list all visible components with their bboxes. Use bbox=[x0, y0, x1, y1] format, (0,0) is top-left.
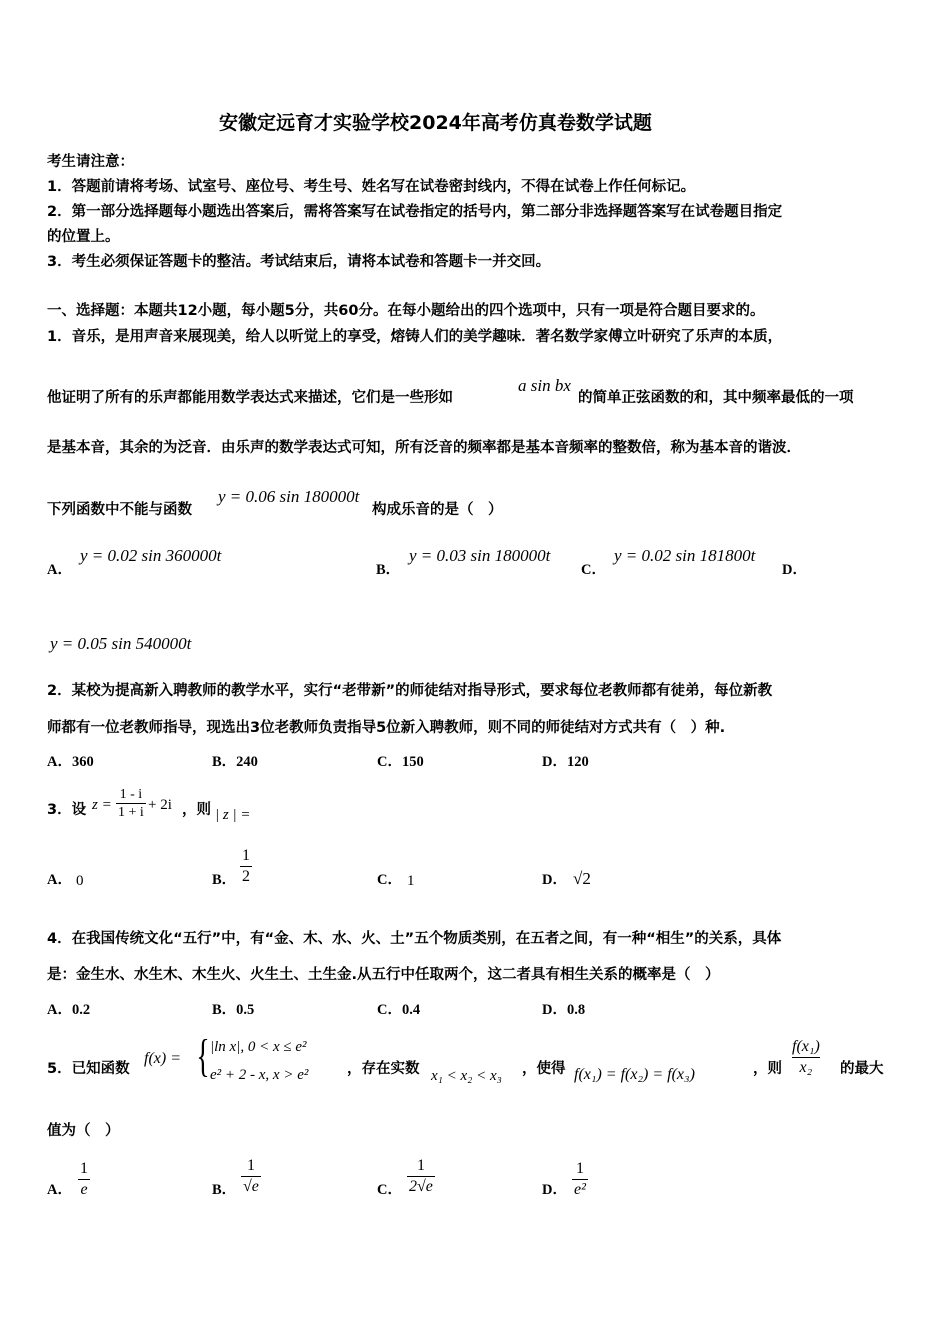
frac-den: 2√e bbox=[409, 1177, 433, 1195]
q3-z-eq: z = bbox=[92, 797, 112, 813]
frac-num: 1 bbox=[242, 847, 250, 864]
q2-line2: 师都有一位老教师指导，现选出3位老教师负责指导5位新入聘教师，则不同的师徒结对方式共有（ ）种. bbox=[47, 720, 726, 736]
q1-option-b-label[interactable]: B． bbox=[376, 562, 401, 578]
notice-item: 3．考生必须保证答题卡的整洁。考试结束后，请将本试卷和答题卡一并交回。 bbox=[47, 254, 551, 270]
q5-case2: e² + 2 - x, x > e² bbox=[210, 1067, 309, 1083]
q1-line2-b: 的简单正弦函数的和，其中频率最低的一项 bbox=[578, 390, 854, 406]
q5-case1: |ln x|, 0 < x ≤ e² bbox=[210, 1039, 307, 1055]
q3-option-c-value: 1 bbox=[407, 873, 415, 889]
q4-line2: 是：金生水、水生木、木生火、火生土、土生金.从五行中任取两个，这二者具有相生关系的概率是（ ） bbox=[47, 967, 720, 983]
q3-option-c-label[interactable]: C． bbox=[377, 872, 402, 888]
q5-option-c-label[interactable]: C． bbox=[377, 1182, 402, 1198]
section-heading: 一、选择题：本题共12小题，每小题5分，共60分。在每小题给出的四个选项中，只有一项是符合题目要求的。 bbox=[47, 303, 765, 319]
q1-form-expr: a sin bx bbox=[518, 376, 571, 395]
q1-option-c-label[interactable]: C． bbox=[581, 562, 606, 578]
q3-option-a-value: 0 bbox=[76, 873, 84, 889]
q4-option-a[interactable] bbox=[47, 1003, 90, 1018]
q5-option-a-label[interactable]: A． bbox=[47, 1182, 72, 1198]
frac-den: 2 bbox=[242, 867, 250, 885]
q3-frac-num: 1 - i bbox=[119, 787, 143, 802]
frac-num: 1 bbox=[246, 1157, 255, 1174]
q4-option-b[interactable] bbox=[212, 1003, 254, 1018]
q4-option-d[interactable] bbox=[542, 1003, 585, 1018]
q1-line1: 1．音乐，是用声音来展现美，给人以听觉上的享受，熔铸人们的美学趣味．著名数学家傅立叶研究了乐声的本质， bbox=[47, 329, 783, 345]
option-label: D． bbox=[542, 754, 567, 770]
q3-abs: | z | = bbox=[215, 807, 251, 823]
q1-option-c-expr: y = 0.02 sin 181800t bbox=[614, 546, 756, 565]
option-value: 0.8 bbox=[566, 1002, 586, 1018]
q4-line1: 4．在我国传统文化“五行”中，有“金、木、水、火、土”五个物质类别，在五者之间，有一种“相生”的关系，具体 bbox=[47, 931, 782, 947]
option-value: 0.4 bbox=[401, 1002, 421, 1018]
q1-option-a-expr: y = 0.02 sin 360000t bbox=[80, 546, 222, 565]
option-label: A． bbox=[47, 1002, 72, 1018]
frac-den: e² bbox=[574, 1180, 586, 1198]
option-label: C． bbox=[377, 754, 402, 770]
q3-fraction bbox=[116, 787, 146, 821]
q4-option-c[interactable] bbox=[377, 1003, 420, 1018]
q3-then: ，则 bbox=[182, 802, 211, 818]
q2-option-c[interactable] bbox=[377, 755, 424, 770]
option-label: C． bbox=[377, 1002, 402, 1018]
q3-option-a-label[interactable]: A． bbox=[47, 872, 72, 888]
option-label: D． bbox=[542, 1002, 567, 1018]
q5-inequality: x₁ < x₂ < x₃ bbox=[431, 1068, 502, 1084]
q5-option-c-frac bbox=[407, 1157, 435, 1195]
q5-option-d-label[interactable]: D． bbox=[542, 1182, 567, 1198]
q2-option-d[interactable] bbox=[542, 755, 589, 770]
q1-line2-a: 他证明了所有的乐声都能用数学表达式来描述，它们是一些形如 bbox=[47, 390, 453, 406]
frac-den: e bbox=[80, 1180, 88, 1198]
notice-item: 2．第一部分选择题每小题选出答案后，需将答案写在试卷指定的括号内，第二部分非选择题答案写在试卷题目指定 bbox=[47, 204, 783, 220]
q5-exists: ，存在实数 bbox=[347, 1061, 420, 1077]
frac-num: 1 bbox=[80, 1160, 88, 1177]
q1-option-d-label[interactable]: D． bbox=[782, 562, 807, 578]
q3-frac-den: 1 + i bbox=[118, 805, 144, 821]
option-value: 0.2 bbox=[71, 1002, 91, 1018]
notice-item: 1．答题前请将考场、试室号、座位号、考生号、姓名写在试卷密封线内，不得在试卷上作任何标记。 bbox=[47, 179, 696, 195]
q1-option-d-expr: y = 0.05 sin 540000t bbox=[50, 634, 192, 653]
q3-prefix: 3．设 bbox=[47, 802, 87, 818]
q5-option-b-label[interactable]: B． bbox=[212, 1182, 237, 1198]
q3-plus: + 2i bbox=[148, 797, 172, 813]
q1-line4-a: 下列函数中不能与函数 bbox=[47, 502, 192, 518]
q5-then: ，则 bbox=[753, 1061, 782, 1077]
frac-num: 1 bbox=[575, 1160, 584, 1177]
option-value: 120 bbox=[566, 754, 589, 770]
q5-max: 的最大 bbox=[840, 1061, 884, 1077]
q5-ratio bbox=[790, 1038, 822, 1076]
option-label: B． bbox=[212, 754, 237, 770]
page-title: 安徽定远育才实验学校2024年高考仿真卷数学试题 bbox=[219, 112, 652, 134]
q5-prefix: 5．已知函数 bbox=[47, 1061, 130, 1077]
q1-option-a-label[interactable]: A． bbox=[47, 562, 72, 578]
option-label: B． bbox=[212, 1002, 237, 1018]
q5-option-a-frac bbox=[78, 1160, 90, 1198]
q2-option-a[interactable] bbox=[47, 755, 94, 770]
q1-base-expr: y = 0.06 sin 180000t bbox=[218, 487, 360, 506]
q2-option-b[interactable] bbox=[212, 755, 258, 770]
q5-brace: { bbox=[196, 1030, 210, 1081]
q1-option-b-expr: y = 0.03 sin 180000t bbox=[409, 546, 551, 565]
option-label: A． bbox=[47, 754, 72, 770]
q5-fx: f(x) = bbox=[144, 1050, 181, 1067]
q5-equalities: f(x₁) = f(x₂) = f(x₃) bbox=[574, 1066, 695, 1083]
q3-option-b-label[interactable]: B． bbox=[212, 872, 237, 888]
option-value: 0.5 bbox=[236, 1002, 255, 1018]
q5-ratio-num: f(x₁) bbox=[792, 1038, 820, 1055]
q1-line3: 是基本音，其余的为泛音．由乐声的数学表达式可知，所有泛音的频率都是基本音频率的整数倍，称为基本音的谐波． bbox=[47, 440, 801, 456]
q5-ratio-den: x₂ bbox=[792, 1057, 821, 1077]
q5-option-d-frac bbox=[572, 1160, 588, 1198]
q1-line4-b: 构成乐音的是（ ） bbox=[372, 502, 503, 518]
q5-such: ，使得 bbox=[522, 1061, 566, 1077]
q5-line2: 值为（ ） bbox=[47, 1123, 120, 1139]
q3-option-d-label[interactable]: D． bbox=[542, 872, 567, 888]
notice-item: 的位置上。 bbox=[47, 229, 120, 245]
option-value: 360 bbox=[71, 754, 94, 770]
option-value: 240 bbox=[236, 754, 258, 770]
q3-option-b-frac bbox=[240, 847, 252, 885]
frac-num: 1 bbox=[416, 1157, 425, 1174]
frac-den: √e bbox=[243, 1177, 259, 1195]
q5-option-b-frac bbox=[241, 1157, 261, 1195]
notice-heading: 考生请注意： bbox=[47, 154, 134, 170]
q2-line1: 2．某校为提高新入聘教师的教学水平，实行“老带新”的师徒结对指导形式，要求每位老教师都有徒弟，每位新教 bbox=[47, 683, 773, 699]
q3-option-d-value: √2 bbox=[573, 869, 591, 888]
option-value: 150 bbox=[401, 754, 424, 770]
